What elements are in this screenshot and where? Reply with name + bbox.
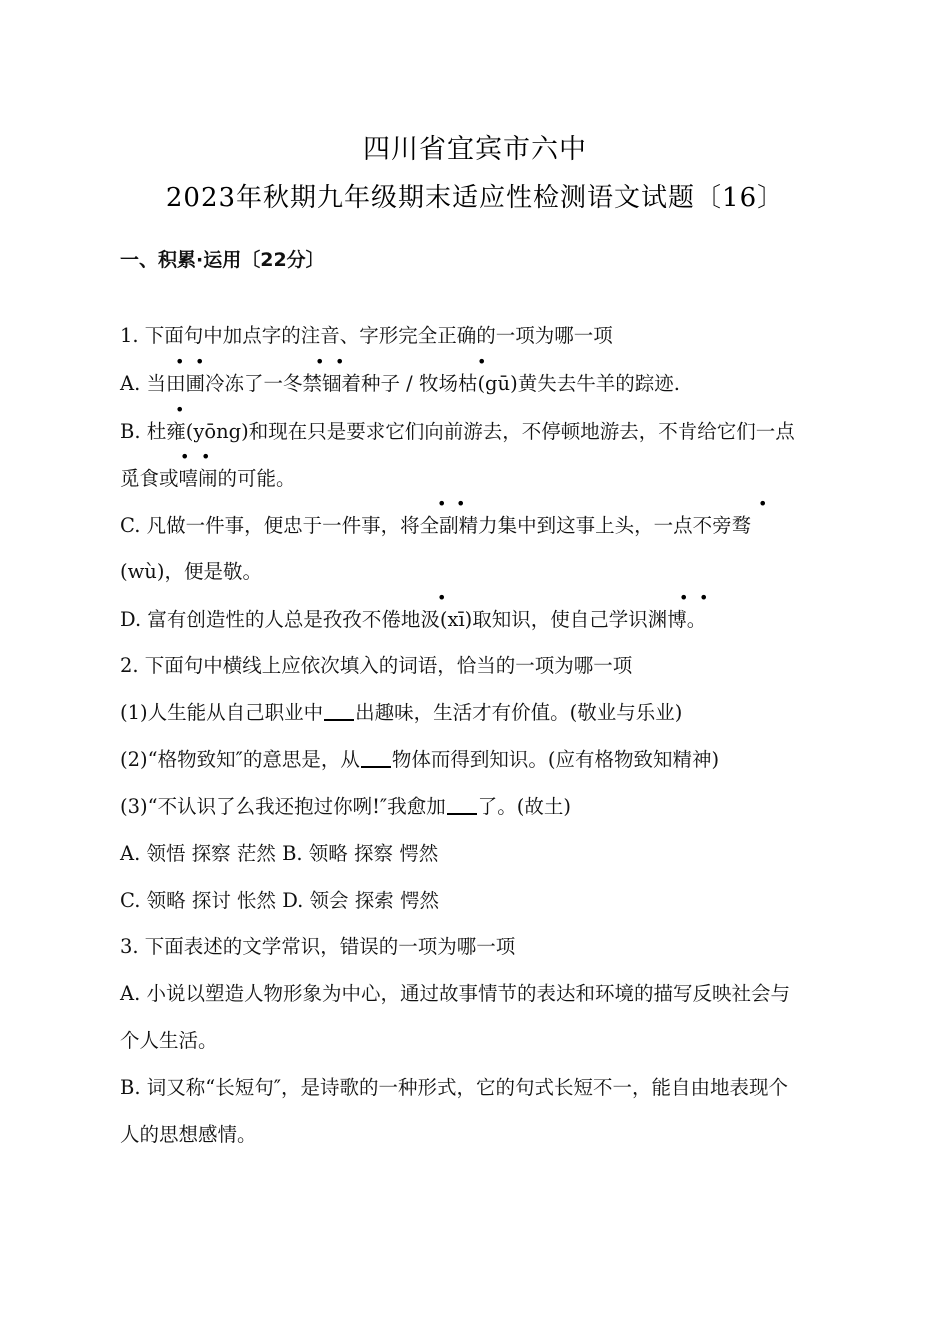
emphasis-dot: • (758, 494, 768, 513)
emphasis-dot: • (201, 447, 211, 466)
question-3-option-b-line1: B. 词又称“长短句″，是诗歌的一种形式，它的句式长短不一，能自由地表现个 (120, 1076, 788, 1099)
question-2-options-ab: A. 领悟 探察 茫然 B. 领略 探察 愕然 (120, 842, 439, 865)
question-1-option-b-line1: B. 杜雍(yōng)和现在只是要求它们向前游去，不停顿地游去，不肯给它们一点 (120, 420, 795, 443)
question-3-option-b-line2: 人的思想感情。 (120, 1123, 257, 1146)
question-3-option-a-line2: 个人生活。 (120, 1029, 218, 1052)
fill-blank (324, 701, 354, 721)
emphasis-dot: • (335, 352, 345, 371)
question-1-option-c-line1: C. 凡做一件事，便忠于一件事，将全副精力集中到这事上头，一点不旁骛 (120, 514, 752, 537)
emphasis-dot: • (175, 400, 185, 419)
sentence-text: 物体而得到知识。(应有格物致知精神) (391, 748, 720, 771)
exam-title-name: 2023年秋期九年级期末适应性检测语文试题〔16〕 (165, 183, 785, 213)
sentence-text: (2)“格物致知″的意思是，从 (120, 748, 360, 771)
question-2-sentence-1 (120, 697, 682, 725)
emphasis-dot: • (699, 588, 709, 607)
question-2-options-cd: C. 领略 探讨 怅然 D. 领会 探索 愕然 (120, 889, 439, 912)
question-3-stem: 3. 下面表述的文学常识，错误的一项为哪一项 (120, 935, 516, 958)
question-3-option-a-line1: A. 小说以塑造人物形象为中心，通过故事情节的表达和环境的描写反映社会与 (120, 982, 790, 1005)
fill-blank (447, 795, 477, 815)
emphasis-dot: • (456, 494, 466, 513)
question-1-option-d: D. 富有创造性的人总是孜孜不倦地汲(xī)取知识，使自己学识渊博。 (120, 608, 707, 631)
fill-blank (361, 748, 391, 768)
question-2-stem: 2. 下面句中横线上应依次填入的词语，恰当的一项为哪一项 (120, 654, 633, 677)
sentence-text: (3)“不认识了么我还抱过你咧!″我愈加 (120, 795, 446, 818)
section-heading: 一、积累·运用〔22分〕 (120, 249, 325, 271)
sentence-text: 了。(故土) (477, 795, 571, 818)
question-1-option-b-line2: 觅食或嘻闹的可能。 (120, 467, 296, 490)
emphasis-dot: • (175, 352, 185, 371)
emphasis-dot: • (437, 588, 447, 607)
emphasis-dot: • (180, 447, 190, 466)
sentence-text: (1)人生能从自己职业中 (120, 701, 324, 724)
question-1-option-c-line2: (wù)，便是敬。 (120, 560, 262, 583)
question-2-sentence-3 (120, 791, 571, 819)
emphasis-dot: • (437, 494, 447, 513)
exam-title-school: 四川省宜宾市六中 (363, 134, 587, 165)
sentence-text: 出趣味，生活才有价值。(敬业与乐业) (355, 701, 683, 724)
emphasis-dot: • (195, 352, 205, 371)
emphasis-dot: • (679, 588, 689, 607)
emphasis-dot: • (315, 352, 325, 371)
emphasis-dot: • (477, 352, 487, 371)
question-1-stem: 1. 下面句中加点字的注音、字形完全正确的一项为哪一项 (120, 324, 613, 347)
question-2-sentence-2 (120, 744, 719, 772)
question-1-option-a: A. 当田圃冷冻了一冬禁锢着种子 / 牧场枯(gū)黄失去牛羊的踪迹. (120, 372, 680, 395)
